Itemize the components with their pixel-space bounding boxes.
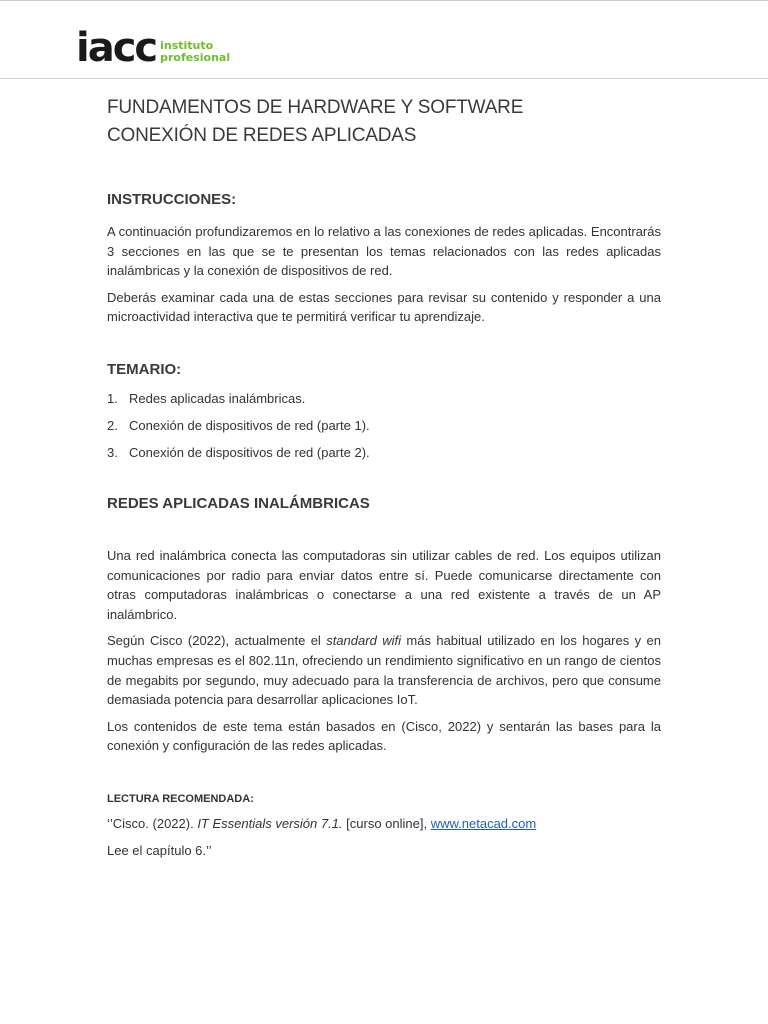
- netacad-link[interactable]: www.netacad.com: [430, 815, 537, 831]
- temario-item-number: 1.: [107, 390, 118, 406]
- paragraph-2-start: Según Cisco (2022), actualmente el: [107, 633, 327, 649]
- lectura-note: Lee el capítulo 6.’’: [107, 842, 212, 858]
- reference-title: IT Essentials versión 7.1.: [197, 815, 343, 831]
- temario-item-number: 2.: [107, 417, 118, 433]
- page-header: [0, 1, 768, 79]
- temario-item: [107, 389, 661, 408]
- paragraph-2-italic: standard wifi: [326, 633, 401, 649]
- title-line1: FUNDAMENTOS DE HARDWARE Y SOFTWARE: [107, 97, 524, 118]
- logo-line1: instituto: [160, 39, 214, 52]
- section-paragraph-1: Una red inalámbrica conecta las computadoras sin utilizar cables de red. Los equipos utilizan comunicaciones por radio para enviar datos entre sí. Puede comunicarse directamente con otras computadoras inalámbricas o conectarse a una red existente a través de un AP inalámbrico.: [107, 547, 661, 622]
- temario-item: [107, 416, 661, 435]
- temario-list: [107, 389, 661, 462]
- iacc-logo: [76, 25, 231, 71]
- logo-line2: profesional: [160, 51, 231, 64]
- section-paragraph-3: Los contenidos de este tema están basados en (Cisco, 2022) y sentarán las bases para la conexión y configuración de las redes aplicadas.: [107, 718, 661, 754]
- lectura-heading: LECTURA RECOMENDADA:: [107, 792, 254, 805]
- logo-subtitle: [160, 40, 230, 64]
- section-paragraph-2: [107, 631, 661, 709]
- lectura-reference: [107, 814, 661, 834]
- temario-item-text: Conexión de dispositivos de red (parte 1).: [129, 417, 370, 433]
- document-body: [107, 94, 661, 860]
- temario-item-text: Conexión de dispositivos de red (parte 2).: [129, 444, 370, 460]
- instructions-paragraph-2: Deberás examinar cada una de estas secciones para revisar su contenido y responder a una microactividad interactiva que te permitirá verificar tu aprendizaje.: [107, 289, 661, 325]
- reference-middle: [curso online],: [342, 815, 431, 831]
- instructions-heading: INSTRUCCIONES:: [107, 191, 237, 208]
- temario-item: [107, 443, 661, 462]
- instructions-paragraph-1: A continuación profundizaremos en lo relativo a las conexiones de redes aplicadas. Encontrarás 3 secciones en las que se te presentan los temas relacionados con las redes aplicadas inalámbricas y la conexión de dispositivos de red.: [107, 224, 661, 279]
- document-title: [107, 94, 661, 150]
- temario-heading: TEMARIO:: [107, 360, 182, 378]
- temario-item-text: Redes aplicadas inalámbricas.: [129, 390, 306, 406]
- logo-word: iacc: [76, 25, 157, 71]
- paragraph-2-end: más habitual utilizado en los hogares y en muchas empresas es el 802.11n, ofreciendo un rendimiento significativo en un rango de cientos de megabits por segundo, muy adecuado para la transferencia de archivos, pero que consume demasiada potencia para desarrollar aplicaciones IoT.: [107, 633, 661, 708]
- title-line2: CONEXIÓN DE REDES APLICADAS: [107, 125, 417, 146]
- temario-item-number: 3.: [107, 444, 118, 460]
- section-heading: REDES APLICADAS INALÁMBRICAS: [107, 494, 370, 512]
- reference-start: ‘’Cisco. (2022).: [107, 815, 198, 831]
